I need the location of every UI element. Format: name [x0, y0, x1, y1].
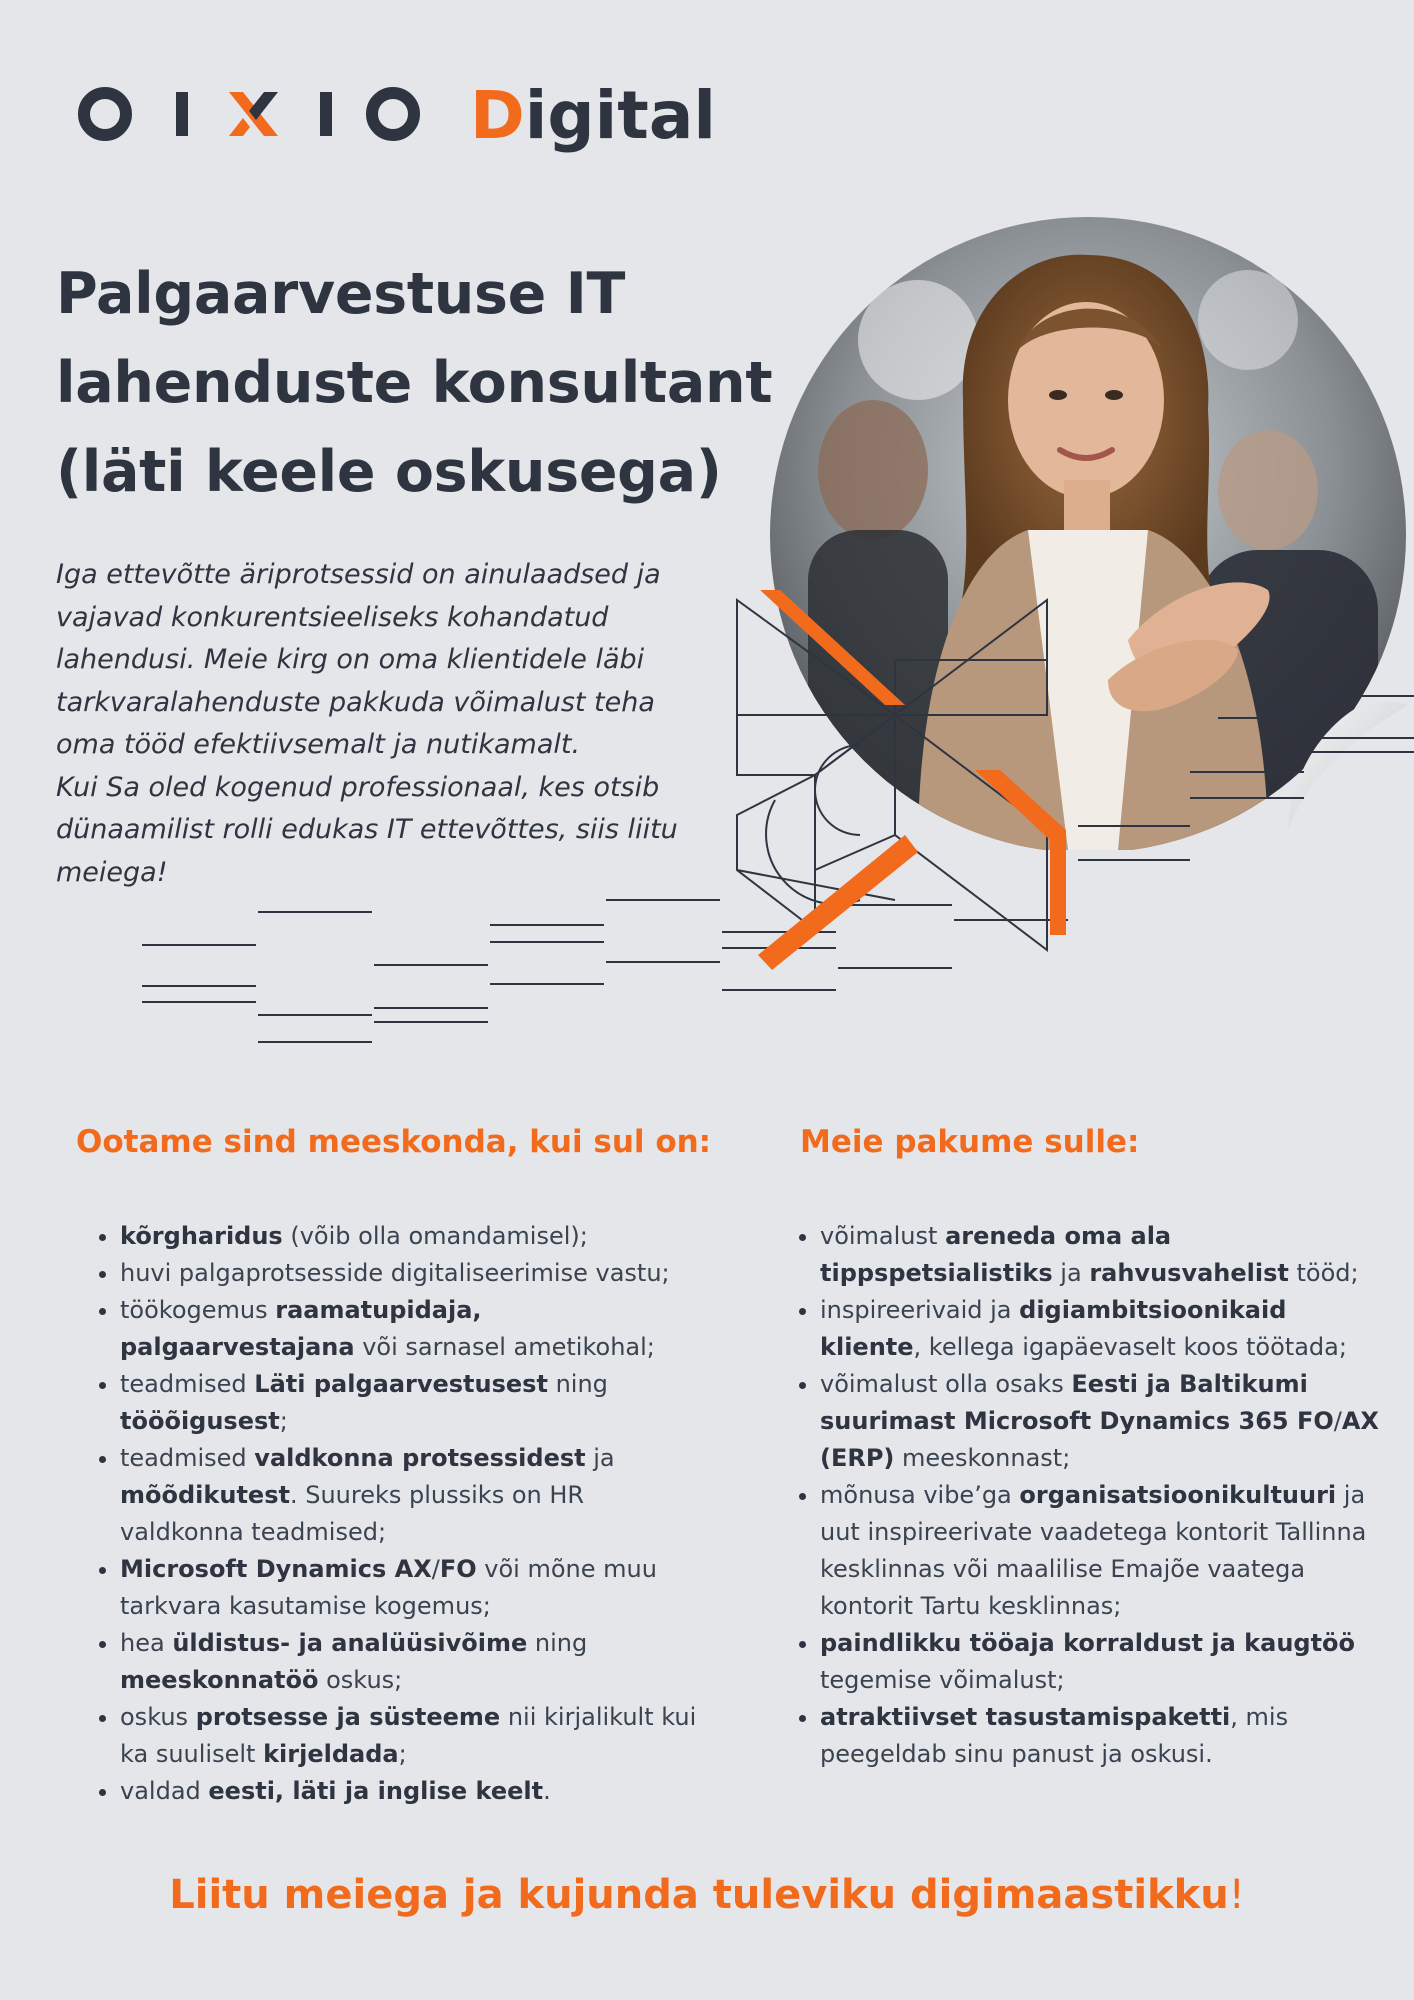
requirement-item-text: ; [279, 1407, 288, 1435]
offer-item [820, 1625, 1390, 1699]
requirement-item-text: teadmised [120, 1370, 255, 1398]
requirements-list [76, 1218, 700, 1810]
offer-item [820, 1366, 1390, 1477]
offer-item-text: Eesti ja Baltikumi suurimast Microsoft Dynamics 365 FO [820, 1370, 1334, 1435]
requirement-item-text: kirjeldada [263, 1740, 399, 1768]
call-to-action [0, 1872, 1414, 1918]
requirement-item [120, 1773, 700, 1810]
requirement-item-text: valdad [120, 1777, 209, 1805]
requirement-item-text: protsesse ja süsteeme [195, 1703, 501, 1731]
offer-item-text: võimalust [820, 1222, 946, 1250]
requirement-item [120, 1699, 700, 1773]
offer-item-text: AX (ERP) [820, 1407, 1379, 1472]
requirement-item [120, 1551, 700, 1625]
requirement-item-text: või sarnasel ametikohal; [354, 1333, 655, 1361]
requirement-item-text: Läti palgaarvestusest [254, 1370, 548, 1398]
requirement-item-text: tööõigusest [120, 1407, 280, 1435]
offer-item [820, 1292, 1390, 1366]
offer-item-text: inspireerivaid ja [820, 1296, 1020, 1324]
requirement-item-text: (võib olla omandamisel); [282, 1222, 588, 1250]
offer-item-text: / [1333, 1407, 1342, 1435]
requirement-item [120, 1292, 700, 1366]
requirement-item-text: ; [398, 1740, 407, 1768]
offer-item-text: võimalust olla osaks [820, 1370, 1072, 1398]
requirement-item-text: hea [120, 1629, 173, 1657]
job-title-line-1: Palgaarvestuse IT [56, 261, 626, 327]
requirement-item-text: huvi palgaprotsesside digitaliseerimise vastu; [120, 1259, 670, 1287]
job-title-line-2: lahenduste konsultant [56, 350, 773, 416]
requirement-item-text: meeskonnatöö [120, 1666, 319, 1694]
requirement-item-text: nii kirjalikult kui ka suuliselt [120, 1703, 697, 1768]
requirement-item [120, 1440, 700, 1551]
job-title [56, 250, 773, 517]
call-to-action-punctuation: ! [1228, 1872, 1245, 1918]
offer-item-text: organisatsioonikultuuri [1019, 1481, 1337, 1509]
requirement-item-text: mõõdikutest [120, 1481, 290, 1509]
offer-item-text: tööd; [1288, 1259, 1359, 1287]
offer-item [820, 1218, 1390, 1292]
requirement-item [120, 1218, 700, 1255]
requirement-item-text: ning [547, 1370, 608, 1398]
intro-paragraph-2: Kui Sa oled kogenud professionaal, kes otsib dünaamilist rolli edukas IT ettevõttes, siis liitu meiega! [56, 771, 678, 888]
company-logo [78, 70, 718, 170]
offer-item-text: tegemise võimalust; [820, 1666, 1065, 1694]
requirement-item-text: eesti, läti ja inglise keelt [208, 1777, 544, 1805]
requirement-item-text: raamatupidaja, palgaarvestajana [120, 1296, 482, 1361]
job-title-line-3: (läti keele oskusega) [56, 439, 722, 505]
requirement-item-text: valdkonna protsessidest [254, 1444, 586, 1472]
requirement-item-text: ning [527, 1629, 588, 1657]
offer-item [820, 1477, 1390, 1625]
requirement-item [120, 1625, 700, 1699]
requirement-item [120, 1255, 700, 1292]
offer-item-text: rahvusvahelist [1089, 1259, 1289, 1287]
offer-item-text: areneda oma ala tippspetsialistiks [820, 1222, 1172, 1287]
offer-item [820, 1699, 1390, 1773]
requirement-item-text: ja [585, 1444, 615, 1472]
offer-item-text: ja uut inspireerivate vaadetega kontorit Tallinna kesklinnas või maalilise Emajõe vaatega kontorit Tartu kesklinnas; [820, 1481, 1367, 1620]
offer-item-text: , mis peegeldab sinu panust ja oskusi. [820, 1703, 1289, 1768]
offer-item-text: mõnusa vibe’ga [820, 1481, 1020, 1509]
requirement-item-text: või mõne muu tarkvara kasutamise kogemus; [120, 1555, 657, 1620]
requirement-item-text: FO [439, 1555, 477, 1583]
call-to-action-text: Liitu meiega ja kujunda tuleviku digimaastikku [169, 1872, 1229, 1918]
requirements-title: Ootame sind meeskonda, kui sul on: [76, 1124, 712, 1160]
hero-photo [768, 210, 1408, 850]
offer-item-text: meeskonnast; [894, 1444, 1071, 1472]
requirement-item-text: oskus [120, 1703, 196, 1731]
svg-text:Digital: Digital [470, 77, 716, 154]
intro-text [56, 554, 696, 894]
offers-list [776, 1218, 1390, 1773]
offer-item-text: digiambitsioonikaid kliente [820, 1296, 1287, 1361]
requirement-item-text: . Suureks plussiks on HR valdkonna teadmised; [120, 1481, 585, 1546]
offer-item-text: atraktiivset tasustamispaketti [820, 1703, 1231, 1731]
requirement-item-text: teadmised [120, 1444, 255, 1472]
intro-paragraph-1: Iga ettevõtte äriprotsessid on ainulaadsed ja vajavad konkurentsieeliseks kohandatud lahendusi. Meie kirg on oma klientidele läbi tarkvaralahenduste pakkuda võimalust teha oma tööd efektiivsemalt ja nutikamalt. [56, 559, 661, 760]
offer-item-text: paindlikku tööaja korraldust ja kaugtöö [820, 1629, 1356, 1657]
requirement-item-text: kõrgharidus [120, 1222, 283, 1250]
requirement-item-text: Microsoft Dynamics AX [120, 1555, 432, 1583]
requirement-item [120, 1366, 700, 1440]
offer-item-text: , kellega igapäevaselt koos töötada; [913, 1333, 1347, 1361]
photo-person-clapping-icon [768, 210, 1408, 850]
requirement-item-text: töökogemus [120, 1296, 276, 1324]
offers-title: Meie pakume sulle: [800, 1124, 1140, 1160]
requirement-item-text: üldistus- ja analüüsivõime [172, 1629, 528, 1657]
requirement-item-text: oskus; [318, 1666, 403, 1694]
requirement-item-text: . [543, 1777, 551, 1805]
offer-item-text: ja [1052, 1259, 1090, 1287]
requirement-item-text: / [431, 1555, 440, 1583]
